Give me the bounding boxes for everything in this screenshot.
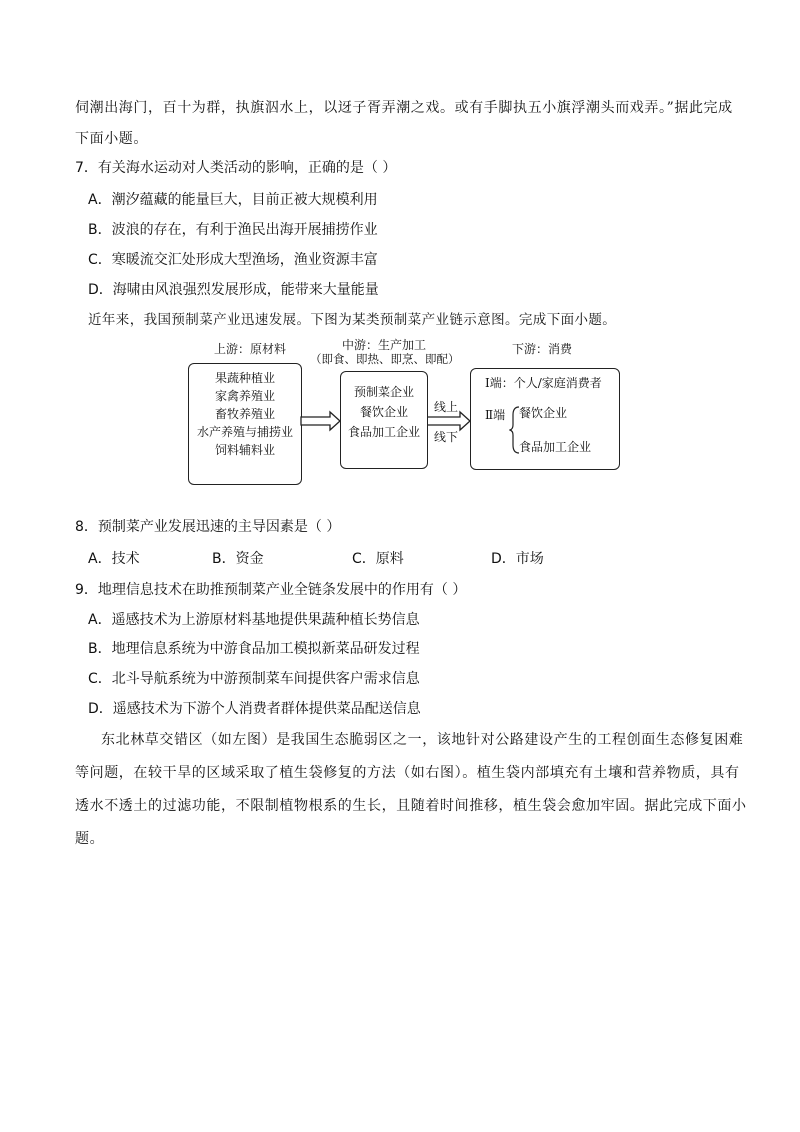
q8-option-d: D．市场 — [491, 551, 544, 567]
q7-option-a: A．潮汐蕴藏的能量巨大，目前正被大规模利用 — [88, 192, 378, 208]
q9-option-c: C．北斗导航系统为中游预制菜车间提供客户需求信息 — [88, 671, 420, 687]
online-label: 线上 — [434, 400, 459, 414]
midstream-box — [340, 371, 428, 469]
upstream-title: 上游：原材料 — [214, 342, 287, 356]
arrow-upstream-to-midstream — [300, 409, 342, 433]
upstream-item: 果蔬种植业 — [214, 371, 275, 385]
midstream-item: 预制菜企业 — [353, 385, 414, 399]
q9-option-d: D．遥感技术为下游个人消费者群体提供菜品配送信息 — [88, 701, 421, 717]
downstream-box — [470, 368, 620, 470]
midstream-item: 餐饮企业 — [359, 405, 408, 419]
downstream-end-1: Ⅰ端：个人/家庭消费者 — [485, 376, 602, 390]
q8-option-c: C．原料 — [352, 551, 404, 567]
upstream-item: 畜牧养殖业 — [214, 407, 275, 421]
q7-option-b: B．波浪的存在，有利于渔民出海开展捕捞作业 — [88, 222, 378, 238]
intro-line-2: 下面小题。 — [75, 131, 148, 147]
upstream-item: 水产养殖与捕捞业 — [196, 425, 293, 439]
offline-label: 线下 — [434, 430, 459, 444]
industry-chain-diagram — [186, 337, 626, 497]
q9-option-b: B．地理信息系统为中游食品加工模拟新菜品研发过程 — [88, 641, 420, 657]
q8-option-a: A．技术 — [88, 551, 140, 567]
q9-stem: 9．地理信息技术在助推预制菜产业全链条发展中的作用有（ ） — [75, 582, 467, 598]
midstream-title: 中游：生产加工 — [342, 338, 427, 352]
passage-3-line-4: 题。 — [75, 831, 105, 847]
q9-option-a: A．遥感技术为上游原材料基地提供果蔬种植长势信息 — [88, 612, 420, 628]
midstream-item: 食品加工企业 — [347, 425, 420, 439]
upstream-item: 家禽养殖业 — [214, 389, 275, 403]
passage-3-line-3: 透水不透土的过滤功能，不限制植物根系的生长，且随着时间推移，植生袋会愈加牢固。据此完成下面小 — [75, 798, 747, 814]
q8-stem: 8．预制菜产业发展迅速的主导因素是（ ） — [75, 519, 341, 535]
q8-option-b: B．资金 — [212, 551, 264, 567]
upstream-box — [188, 363, 302, 485]
intro-line-1: 伺潮出海门，百十为群，执旗泅水上，以迓子胥弄潮之戏。或有手脚执五小旗浮潮头而戏弄。”据此完成 — [75, 100, 733, 116]
q7-option-c: C．寒暖流交汇处形成大型渔场，渔业资源丰富 — [88, 252, 378, 268]
q7-stem: 7．有关海水运动对人类活动的影响，正确的是（ ） — [75, 160, 397, 176]
q7-option-d: D．海啸由风浪强烈发展形成，能带来大量能量 — [88, 282, 379, 298]
downstream-end-2-item: 餐饮企业 — [519, 406, 568, 420]
upstream-item: 饲料辅料业 — [214, 443, 275, 457]
downstream-end-2: Ⅱ端 — [485, 408, 506, 422]
passage-3-line-1: 东北林草交错区（如左图）是我国生态脆弱区之一，该地针对公路建设产生的工程创面生态修复困难 — [101, 732, 744, 748]
midstream-subtitle: （即食、即热、即烹、即配） — [310, 352, 460, 366]
downstream-title: 下游：消费 — [512, 342, 573, 356]
passage-3-line-2: 等问题，在较干旱的区域采取了植生袋修复的方法（如右图）。植生袋内部填充有土壤和营养物质，具有 — [75, 765, 740, 781]
passage-2: 近年来，我国预制菜产业迅速发展。下图为某类预制菜产业链示意图。完成下面小题。 — [88, 312, 617, 328]
downstream-end-2-item: 食品加工企业 — [519, 440, 592, 454]
